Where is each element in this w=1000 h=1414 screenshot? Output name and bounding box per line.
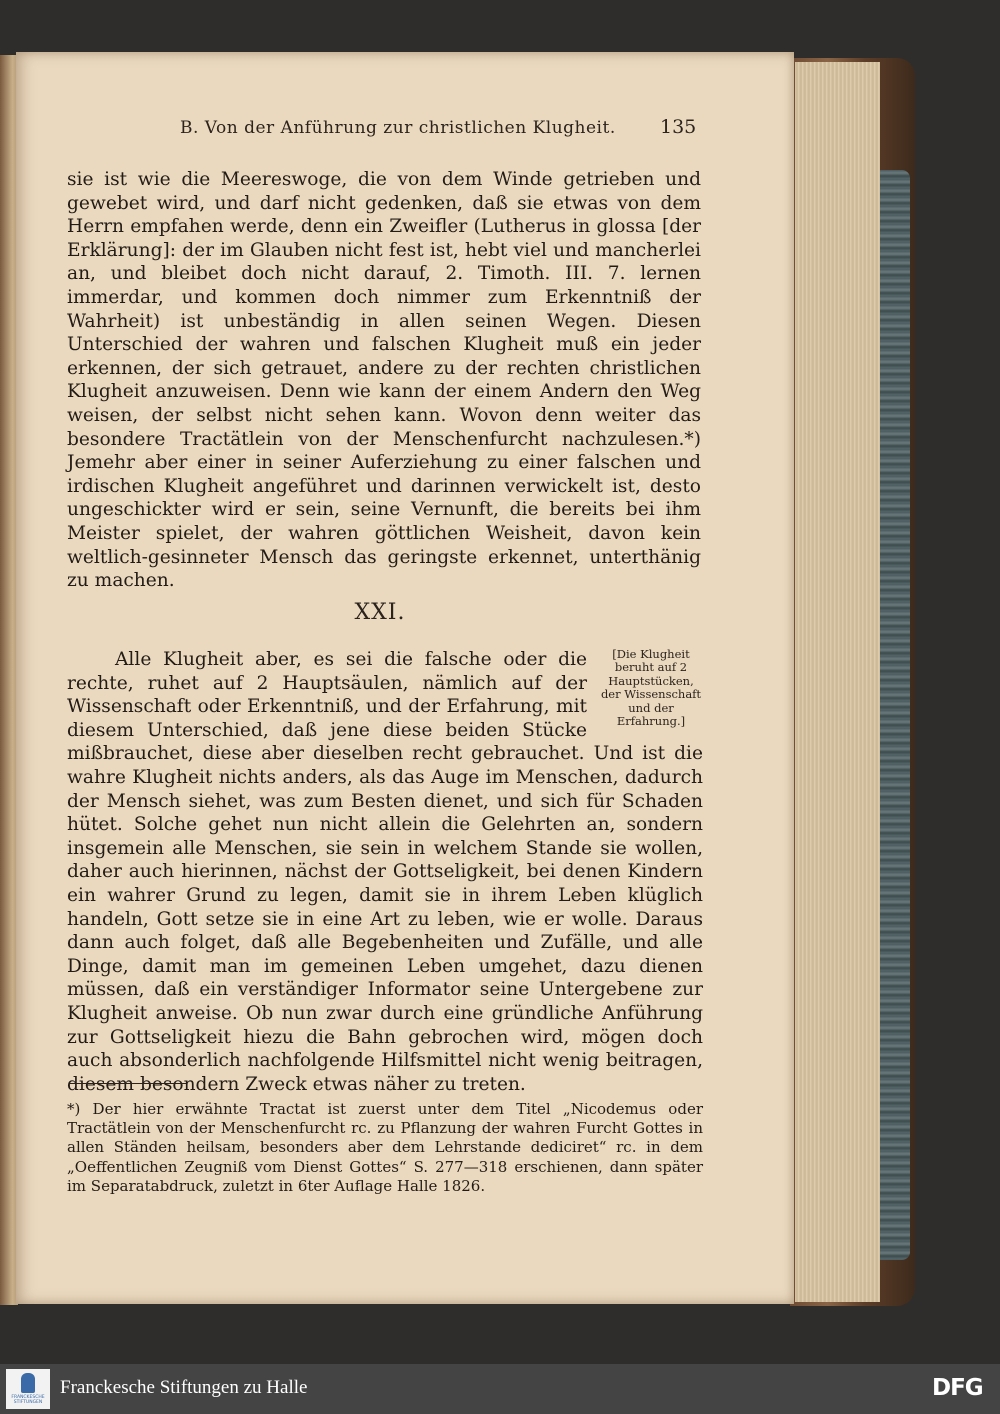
footnote-rule (70, 1083, 186, 1084)
body-text-block (67, 168, 701, 593)
section-number: XXI. (354, 600, 406, 625)
cover-binding-strip (880, 170, 910, 1260)
logo-text: FRANCKESCHE STIFTUNGEN (11, 1395, 45, 1405)
running-head: B. Von der Anführung zur christlichen Klugheit. (180, 118, 616, 138)
section-text-block (67, 648, 703, 1096)
margin-note: [Die Klugheit beruht auf 2 Hauptstücken, der Wissenschaft und der Erfahrung.] (600, 647, 702, 729)
page-number: 135 (660, 116, 697, 138)
logo-figure-icon (21, 1373, 35, 1393)
paragraph-2: Alle Klugheit aber, es sei die falsche oder die rechte, ruhet auf 2 Hauptsäulen, nämlich auf der Wissenschaft oder Erkenntniß, und der Erfahrung, mit diesem Unterschied, daß jene diese beiden Stücke mißbrauchet, diese aber dieselben recht gebrauchet. Und ist die wahre Klugheit nichts anders, als das Auge im Menschen, dadurch der Mensch siehet, was zum Besten dienet, und sich für Schaden hütet. Solche gehet nun nicht allein die Gelehrten an, sondern insgemein alle Menschen, sie sein in welchem Stande sie wollen, daher auch hierinnen, nächst der Gottseligkeit, bei denen Kindern ein wahrer Grund zu legen, damit sie in ihrem Leben klüglich handeln, Gott setze sie in eine Art zu leben, wie er wolle. Daraus dann auch folget, daß alle Begebenheiten und Zufälle, und alle Dinge, damit man im gemeinen Leben umgehet, dazu dienen müssen, daß ein verständiger Informator seine Untergebene zur Klugheit anweise. Ob nun zwar durch eine gründliche Anführung zur Gottseligkeit hiezu die Bahn gebrochen wird, mögen doch auch absonderlich nachfolgende Hilfsmittel nicht wenig beitragen, diesem besondern Zweck etwas näher zu treten. (67, 649, 703, 1095)
footer-institution-name: Franckesche Stiftungen zu Halle (60, 1377, 308, 1398)
dfg-logo: DFG (932, 1375, 983, 1401)
paragraph-1: sie ist wie die Meereswoge, die von dem Winde getrieben und gewebet wird, und darf nicht gedenken, daß sie etwas von dem Herrn empfahen werde, denn ein Zweifler (Lutherus in glossa [der Erklärung]: der im Glauben nicht fest ist, hebt viel und mancherlei an, und bleibet doch nicht darauf, 2. Timoth. III. 7. lernen immerdar, und kommen doch nimmer zum Erkenntniß der Wahrheit) ist unbeständig in allen seinen Wegen. Diesen Unterschied der wahren und falschen Klugheit muß ein jeder erkennen, der sich getrauet, andere zu der rechten christlichen Klugheit anzuweisen. Denn wie kann der einem Andern den Weg weisen, der selbst nicht sehen kann. Wovon denn weiter das besondere Tractätlein von der Menschenfurcht nachzulesen.*) Jemehr aber einer in seiner Auferziehung zu einer falschen und irdischen Klugheit angeführet und darinnen verwickelt ist, desto ungeschickter wird er sein, seine Vernunft, die bereits bei ihm Meister spielet, der wahren göttlichen Weisheit, davon kein weltlich-gesinneter Mensch das geringste erkennet, unterthänig zu machen. (67, 169, 701, 592)
page-block-edge (795, 62, 880, 1302)
institution-logo (6, 1369, 50, 1409)
footnote: *) Der hier erwähnte Tractat ist zuerst unter dem Titel „Nicodemus oder Tractätlein von der Menschenfurcht rc. zu Pflanzung der wahren Furcht Gottes in allen Ständen heilsam, besonders aber dem Lehrstande dediciret“ rc. in dem „Oeffentlichen Zeugniß vom Dienst Gottes“ S. 277—318 erschienen, dann später im Separatabdruck, zuletzt in 6ter Auflage Halle 1826. (67, 1100, 703, 1195)
